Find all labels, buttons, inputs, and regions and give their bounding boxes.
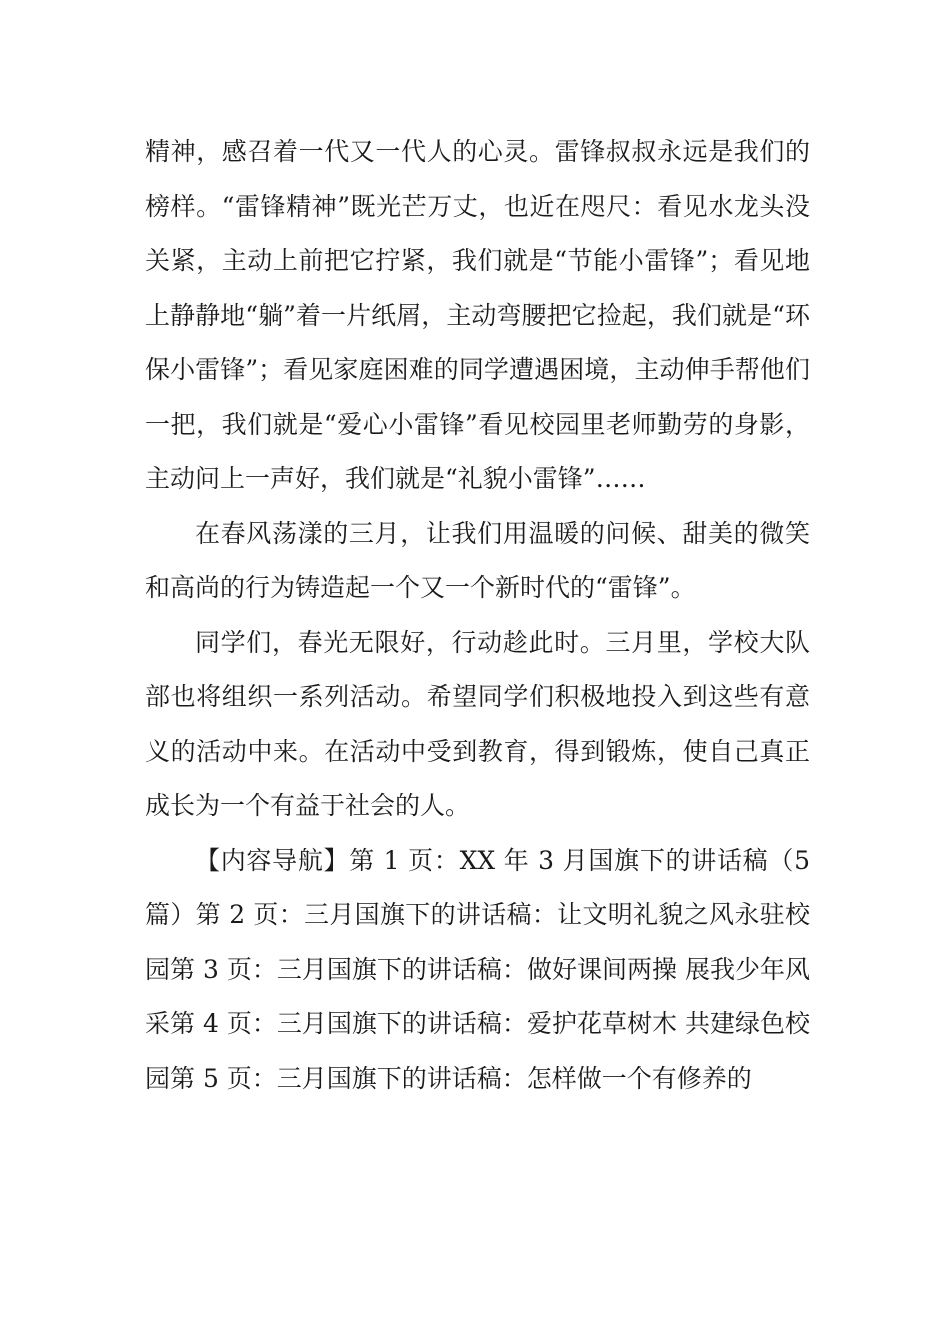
paragraph-continuation: 精神，感召着一代又一代人的心灵。雷锋叔叔永远是我们的榜样。“雷锋精神”既光芒万丈，也近在咫尺：看见水龙头没关紧，主动上前把它拧紧，我们就是“节能小雷锋”；看见地上静静地“躺”着一片纸屑，主动弯腰把它捡起，我们就是“环保小雷锋”；看见家庭困难的同学遭遇困境，主动伸手帮他们一把，我们就是“爱心小雷锋”看见校园里老师勤劳的身影，主动问上一声好，我们就是“礼貌小雷锋”…… <box>145 137 810 493</box>
document-page <box>145 125 810 1106</box>
paragraph-classmates: 同学们，春光无限好，行动趁此时。三月里，学校大队部也将组织一系列活动。希望同学们积极地投入到这些有意义的活动中来。在活动中受到教育，得到锻炼，使自己真正成长为一个有益于社会的人。 <box>145 627 810 820</box>
paragraph-spring-march: 在春风荡漾的三月，让我们用温暖的问候、甜美的微笑和高尚的行为铸造起一个又一个新时代的“雷锋”。 <box>145 518 810 602</box>
paragraph-content-navigation: 【内容导航】第 1 页：XX 年 3 月国旗下的讲话稿（5 篇）第 2 页：三月国旗下的讲话稿：让文明礼貌之风永驻校园第 3 页：三月国旗下的讲话稿：做好课间两操 展我少年风采第 4 页：三月国旗下的讲话稿：爱护花草树木 共建绿色校园第 5 页：三月国旗下的讲话稿：怎样做一个有修养的 <box>145 845 810 1093</box>
